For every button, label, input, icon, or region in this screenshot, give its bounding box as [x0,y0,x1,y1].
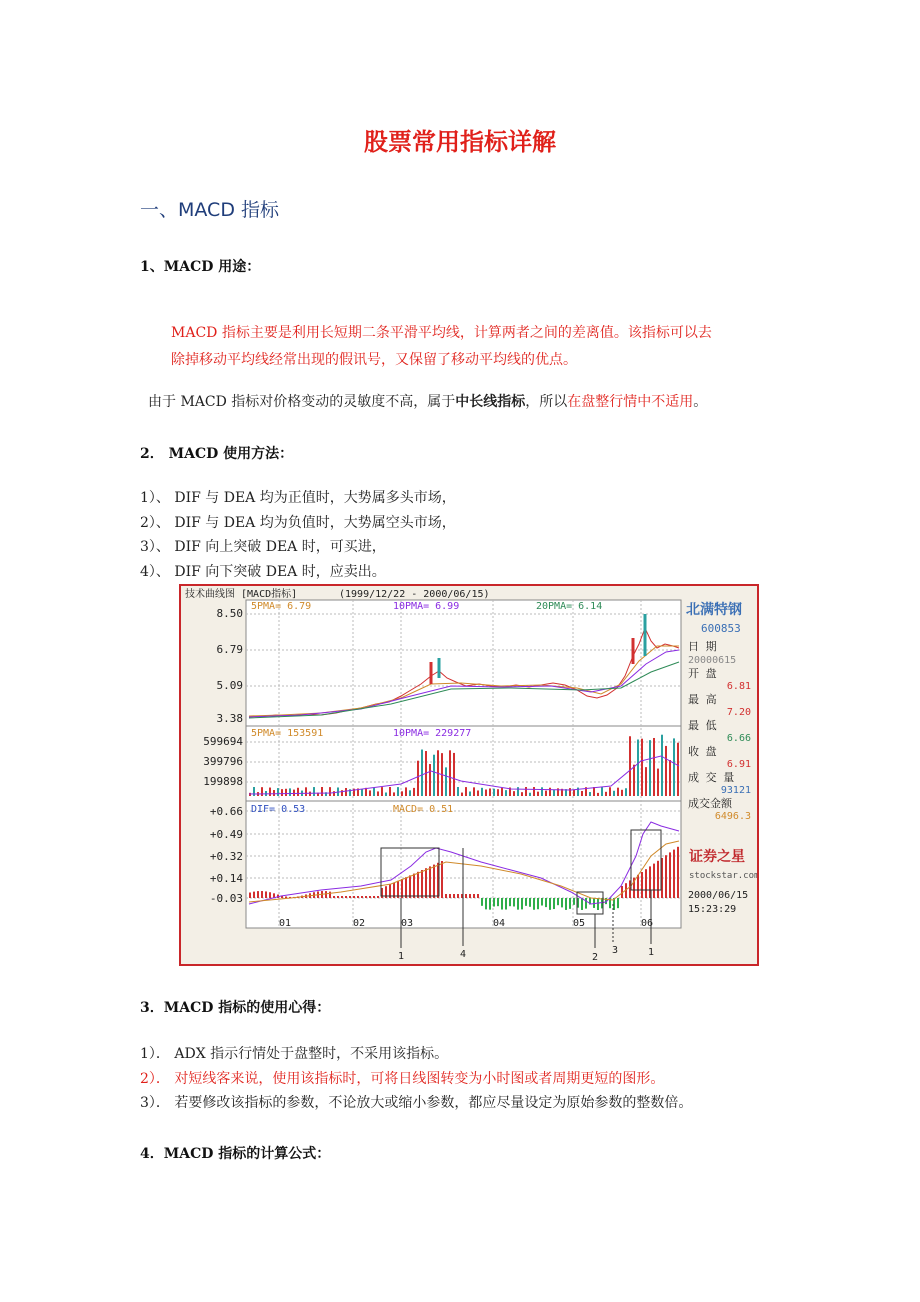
volume-bar [489,788,491,796]
macd-bar [525,898,527,906]
volume-bar [649,740,651,796]
volume-bar [629,736,631,796]
footer-time: 15:23:29 [688,904,737,915]
volume-bar [525,787,527,796]
volume-bar [469,791,471,796]
macd-bar [669,852,671,898]
volume-bar [293,790,295,796]
stock-info-panel [686,601,757,915]
macd-tick: +0.32 [209,850,243,863]
chart-header: 技术曲线图 [MACD指标] [185,589,298,600]
macd-bar [517,898,519,910]
low-value: 6.66 [726,733,751,744]
macd-bar [421,870,423,898]
tip-item: 1）． ADX 指示行情处于盘整时，不采用该指标。 [140,1046,449,1062]
volume-label: 成 交 量 [688,771,735,784]
sensitivity-text-end: 。 [693,394,708,410]
macd-bar [429,866,431,898]
month-tick: 05 [573,918,586,929]
macd-bar [425,868,427,898]
volume-bar [501,788,503,796]
volume-value: 93121 [720,785,751,796]
macd-bar [501,898,503,910]
volume-bar [417,761,419,796]
macd-bar [257,891,259,898]
volume-bar [373,787,375,796]
method-item: 2）、 DIF 与 DEA 均为负值时，大势属空头市场， [140,514,456,531]
macd-bar [405,877,407,898]
chart-date-range: (1999/12/22 - 2000/06/15) [339,589,490,600]
macd-bar [473,894,475,898]
volume-bar [497,789,499,796]
macd-bar [641,872,643,898]
volume-bar [661,735,663,796]
volume-bar [477,790,479,796]
volume-bar [401,791,403,796]
marker-number: 1 [648,947,655,958]
volume-bar [333,791,335,796]
volume-bar [665,746,667,796]
macd-chart-svg [181,586,757,964]
volume-bar [621,790,623,796]
volume-bar [413,788,415,796]
volume-bar [313,787,315,796]
volume-bar [285,789,287,796]
macd-label: MACD= 0.51 [393,804,454,815]
price-tick: 3.38 [216,712,243,725]
vol-ma5-label: 5PMA= 153591 [251,728,324,739]
volume-bar [545,791,547,796]
amount-label: 成交金额 [688,797,732,810]
volume-bar [465,787,467,796]
tips-list [140,1042,692,1116]
macd-bar [333,896,335,898]
method-item: 3）、 DIF 向上突破 DEA 时，可买进， [140,539,386,555]
volume-bar [673,738,675,796]
volume-bar [485,790,487,796]
macd-tick: +0.49 [209,828,243,841]
macd-bar [513,898,515,906]
macd-bar [617,898,619,908]
volume-bar [633,765,635,796]
volume-bar [541,787,543,796]
tip-item: 2）． 对短线客来说，使用该指标时，可将日线图转变为小时图或者周期更短的图形。 [140,1070,665,1087]
macd-bar [417,872,419,898]
macd-bar [657,861,659,898]
subheading-experience: 3．MACD 指标的使用心得： [140,1000,331,1016]
dif-label: DIF= 0.53 [251,804,306,815]
volume-bar [645,767,647,796]
volume-bar [517,787,519,796]
volume-bar [453,753,455,796]
volume-bar [457,787,459,796]
volume-bar [537,792,539,796]
volume-bar [305,787,307,796]
volume-bar [461,793,463,796]
volume-bar [653,738,655,796]
volume-bar [309,792,311,796]
macd-bar [509,898,511,906]
open-label: 开 盘 [688,667,717,680]
macd-bar [521,898,523,909]
method-item: 4）、 DIF 向下突破 DEA 时，应卖出。 [140,563,386,580]
footer-date: 2000/06/15 [688,890,749,901]
volume-bar [361,789,363,796]
marker-number: 2 [592,952,599,963]
usage-line-1: MACD 指标主要是利用长短期二条平滑平均线，计算两者之间的差离值。该指标可以去 [171,325,712,341]
macd-bar [397,881,399,898]
macd-bar [493,898,495,907]
macd-bar [453,894,455,898]
volume-bar [529,793,531,796]
volume-bar [505,790,507,796]
sensitivity-text-bold: 中长线指标 [455,394,526,410]
macd-bar [377,896,379,898]
volume-bar [589,792,591,796]
macd-bar [545,898,547,907]
volume-bar [533,787,535,796]
macd-bar [457,894,459,898]
volume-bar [389,787,391,796]
volume-bar [677,743,679,796]
macd-bar [569,898,571,909]
sensitivity-text-red: 在盘整行情中不适用 [567,394,694,410]
volume-bar [269,788,271,796]
volume-tick: 199898 [203,775,243,788]
macd-chart-figure [179,584,759,966]
macd-bar [593,898,595,908]
macd-bar [645,869,647,898]
volume-bar [281,789,283,796]
macd-bar [329,892,331,898]
volume-bar [397,787,399,796]
volume-bar [421,750,423,796]
macd-bar [477,894,479,898]
tip-item: 3）． 若要修改该指标的参数，不论放大或缩小参数，都应尽量设定为原始参数的整数倍。 [140,1095,693,1111]
macd-bar [353,896,355,898]
stockstar-logo: 证券之星 [689,849,745,865]
stock-code: 600853 [701,622,741,635]
macd-bar [261,891,263,898]
method-list [140,486,456,584]
macd-bar [409,875,411,898]
volume-bar [377,791,379,796]
volume-bar [481,788,483,796]
volume-bar [569,788,571,796]
date-label: 日 期 [688,640,717,653]
macd-bar [565,898,567,910]
low-label: 最 低 [688,719,717,732]
volume-bar [597,793,599,796]
volume-bar [553,790,555,796]
volume-bar [433,755,435,796]
macd-bar [549,898,551,910]
macd-bar [557,898,559,905]
volume-bar [381,787,383,796]
volume-bar [609,787,611,796]
macd-bar [265,891,267,898]
volume-bar [657,769,659,796]
volume-tick: 599694 [203,735,243,748]
volume-bar [549,788,551,796]
volume-bar [385,793,387,796]
method-item: 1）、 DIF 与 DEA 均为正值时，大势属多头市场， [140,490,456,506]
volume-bar [429,764,431,796]
volume-bar [329,787,331,796]
volume-bar [625,788,627,796]
macd-bar [441,861,443,898]
subheading-usage: 1、MACD 用途： [140,259,261,275]
macd-bar [337,896,339,898]
macd-bar [585,898,587,909]
sensitivity-text-a: 由于 MACD 指标对价格变动的灵敏度不高，属于 [148,394,456,410]
macd-bar [361,896,363,898]
page-title: 股票常用指标详解 [364,128,556,156]
high-label: 最 高 [688,693,717,706]
macd-tick: -0.03 [209,892,243,905]
volume-bar [573,790,575,796]
macd-bar [637,875,639,898]
macd-bar [597,898,599,910]
price-tick: 5.09 [216,679,243,692]
volume-bar [445,767,447,796]
close-label: 收 盘 [688,745,717,758]
macd-bar [573,898,575,905]
month-tick: 03 [401,918,414,929]
volume-bar [261,787,263,796]
macd-bar [581,898,583,910]
volume-bar [605,792,607,796]
macd-bar [561,898,563,907]
macd-bar [413,874,415,898]
sensitivity-text-c: ，所以 [525,394,568,410]
macd-bar [489,898,491,910]
volume-bar [637,740,639,796]
volume-bar [393,792,395,796]
macd-bar [677,847,679,898]
volume-bar [513,791,515,796]
macd-bar [541,898,543,906]
macd-bar [249,893,251,898]
macd-bar [269,892,271,898]
macd-bar [357,896,359,898]
marker-number: 3 [612,945,619,956]
volume-bar [641,739,643,796]
macd-bar [365,896,367,898]
macd-bar [445,894,447,898]
price-tick: 8.50 [216,607,243,620]
macd-bar [369,896,371,898]
section-heading-macd: 一、MACD 指标 [140,199,279,221]
close-value: 6.91 [726,759,751,770]
volume-bar [581,791,583,796]
volume-bar [405,787,407,796]
volume-bar [297,788,299,796]
macd-bar [465,894,467,898]
month-tick: 06 [641,918,654,929]
macd-bar [529,898,531,907]
volume-tick: 399796 [203,755,243,768]
macd-bar [325,891,327,898]
volume-bar [617,788,619,796]
volume-bar [273,790,275,796]
macd-bar [285,896,287,898]
volume-bar [669,760,671,796]
sensitivity-paragraph [148,389,707,416]
macd-bar [449,894,451,898]
macd-bar [553,898,555,909]
macd-bar [485,898,487,909]
stockstar-site: stockstar.com [689,871,757,881]
macd-bar [373,896,375,898]
macd-bar [673,850,675,898]
month-tick: 01 [279,918,292,929]
stock-name: 北满特钢 [686,602,742,618]
volume-bar [369,790,371,796]
volume-bar [521,792,523,796]
ma10-label: 10PMA= 6.99 [393,601,460,612]
usage-paragraph [171,320,712,374]
date-value: 20000615 [688,655,737,666]
macd-bar [481,898,483,906]
macd-tick: +0.66 [209,805,243,818]
macd-bar [341,896,343,898]
macd-bar [665,855,667,898]
subheading-method: 2． MACD 使用方法： [140,446,294,462]
volume-bar [473,787,475,796]
ma5-label: 5PMA= 6.79 [251,601,312,612]
macd-bar [401,879,403,898]
macd-tick: +0.14 [209,872,243,885]
volume-bar [601,787,603,796]
volume-bar [253,787,255,796]
usage-line-2: 除掉移动平均线经常出现的假讯号，又保留了移动平均线的优点。 [171,352,577,368]
macd-bar [469,894,471,898]
ma20-label: 20PMA= 6.14 [536,601,603,612]
macd-bar [653,864,655,898]
month-tick: 02 [353,918,366,929]
macd-bar [345,896,347,898]
macd-bar [497,898,499,906]
macd-bar [533,898,535,910]
macd-bar [349,896,351,898]
amount-value: 6496.3 [714,811,751,822]
volume-bar [345,788,347,796]
price-tick: 6.79 [216,643,243,656]
subheading-formula: 4．MACD 指标的计算公式： [140,1146,331,1162]
marker-number: 1 [398,951,405,962]
high-value: 7.20 [726,707,751,718]
month-tick: 04 [493,918,506,929]
volume-bar [613,791,615,796]
volume-bar [493,789,495,796]
macd-bar [253,892,255,898]
volume-bar [409,790,411,796]
volume-bar [321,787,323,796]
marker-number: 4 [460,949,467,960]
volume-bar [593,787,595,796]
volume-bar [289,788,291,796]
vol-ma10-label: 10PMA= 229277 [393,728,472,739]
volume-bar [449,750,451,796]
macd-bar [433,865,435,898]
open-value: 6.81 [726,681,751,692]
volume-bar [277,788,279,796]
macd-bar [537,898,539,909]
macd-bar [505,898,507,910]
